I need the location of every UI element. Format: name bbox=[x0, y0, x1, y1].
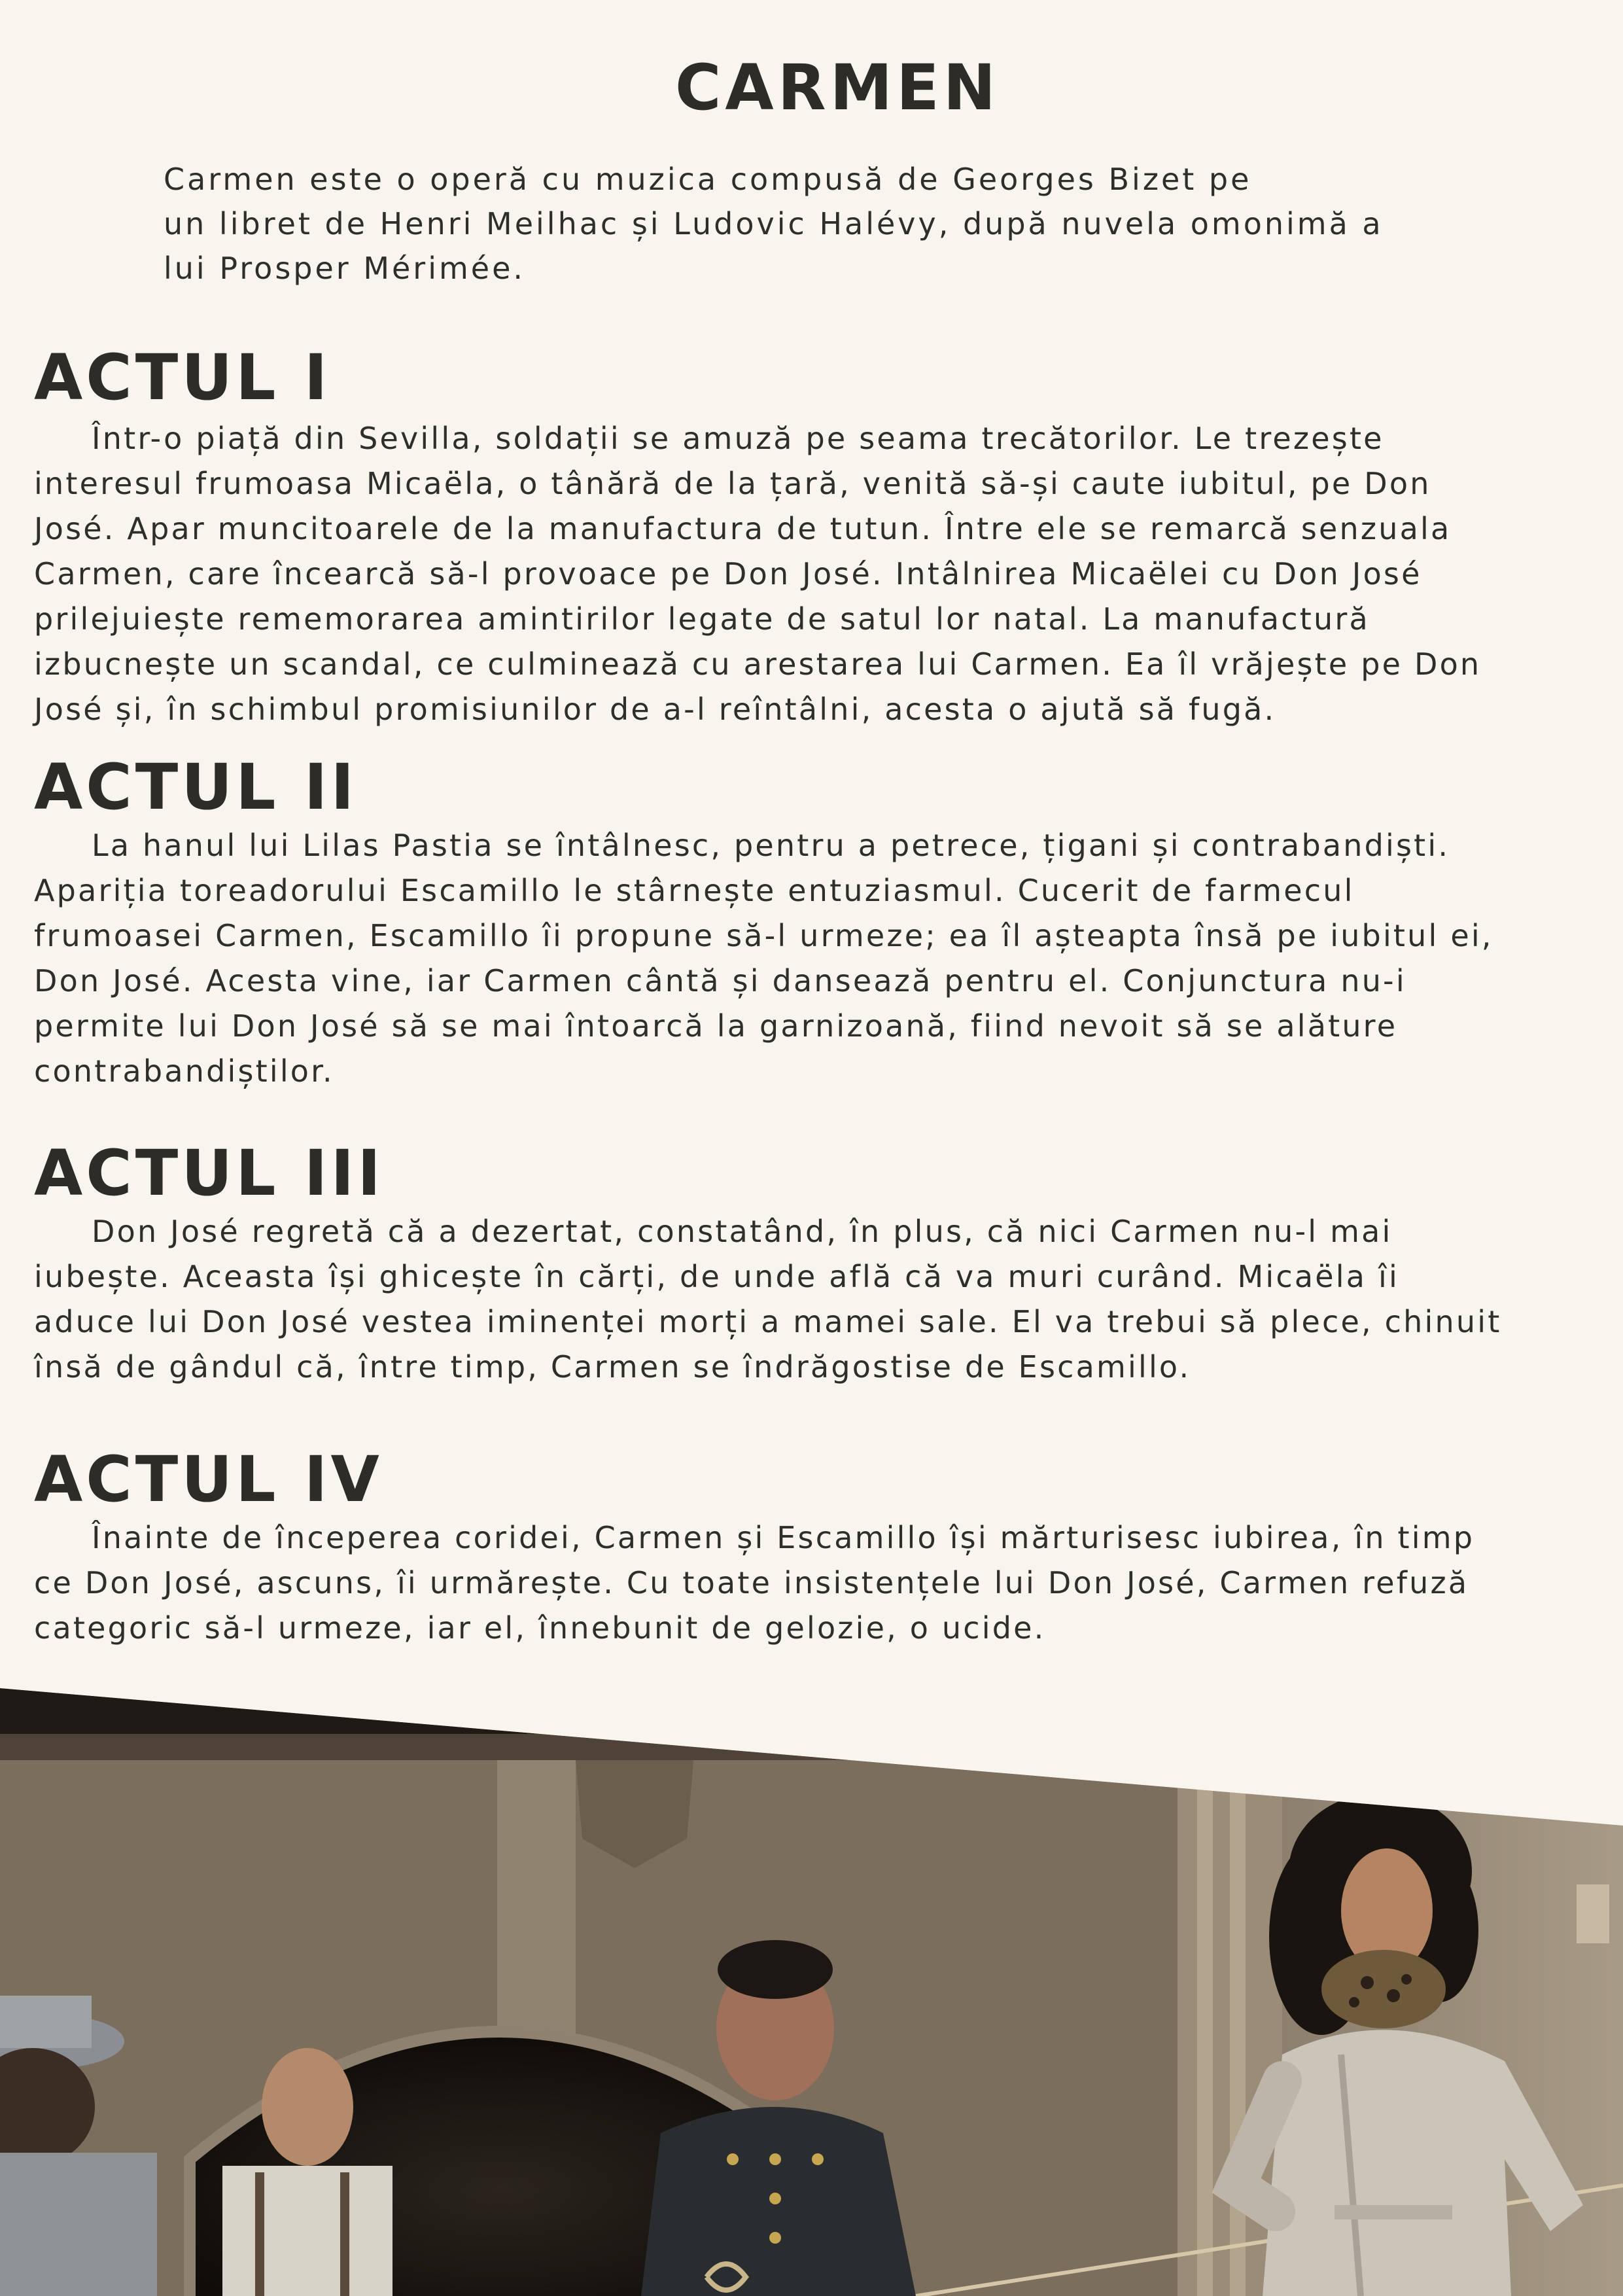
act-1-line: izbucnește un scandal, ce culminează cu arestarea lui Carmen. Ea îl vrăjește pe Don bbox=[34, 646, 1482, 682]
act-1-text bbox=[34, 416, 1604, 732]
stage-photo-graphic bbox=[0, 1688, 1623, 2296]
act-3-line: însă de gândul că, între timp, Carmen se îndrăgostise de Escamillo. bbox=[34, 1349, 1191, 1385]
intro-line: Carmen este o operă cu muzica compusă de Georges Bizet pe bbox=[164, 162, 1252, 197]
act-1-line: José. Apar muncitoarele de la manufactura de tutun. Între ele se remarcă senzuala bbox=[34, 511, 1452, 546]
act-2-line: contrabandiștilor. bbox=[34, 1053, 334, 1089]
act-2-line: frumoasei Carmen, Escamillo îi propune să-l urmeze; ea îl așteapta însă pe iubitul ei, bbox=[34, 918, 1493, 953]
act-2-line: La hanul lui Lilas Pastia se întâlnesc, pentru a petrece, țigani și contrabandiști. bbox=[92, 828, 1450, 863]
act-3-line: Don José regretă că a dezertat, constatând, în plus, că nici Carmen nu-l mai bbox=[92, 1214, 1393, 1249]
act-4-heading: ACTUL IV bbox=[34, 1443, 383, 1516]
act-4-text bbox=[34, 1515, 1604, 1651]
act-1-line: Într-o piață din Sevilla, soldații se amuză pe seama trecătorilor. Le trezește bbox=[92, 421, 1384, 456]
act-4-line: ce Don José, ascuns, îi urmărește. Cu toate insistențele lui Don José, Carmen refuză bbox=[34, 1565, 1469, 1600]
intro-line: un libret de Henri Meilhac și Ludovic Halévy, după nuvela omonimă a bbox=[164, 206, 1384, 241]
act-4-line: categoric să-l urmeze, iar el, înnebunit de gelozie, o ucide. bbox=[34, 1610, 1046, 1646]
act-2-text bbox=[34, 823, 1604, 1094]
act-2-heading: ACTUL II bbox=[34, 751, 358, 824]
intro-paragraph bbox=[164, 157, 1472, 291]
page-title: CARMEN bbox=[674, 51, 1000, 124]
act-3-heading: ACTUL III bbox=[34, 1137, 384, 1210]
act-2-line: permite lui Don José să se mai întoarcă la garnizoană, fiind nevoit să se alăture bbox=[34, 1008, 1398, 1044]
act-4-line: Înainte de începerea coridei, Carmen și Escamillo își mărturisesc iubirea, în timp bbox=[92, 1520, 1475, 1555]
act-1-line: José și, în schimbul promisiunilor de a-l reîntâlni, acesta o ajută să fugă. bbox=[34, 692, 1276, 727]
opera-stage-photo bbox=[0, 1688, 1623, 2296]
act-1-heading: ACTUL I bbox=[34, 341, 331, 414]
act-2-line: Apariția toreadorului Escamillo le stârnește entuziasmul. Cucerit de farmecul bbox=[34, 873, 1355, 908]
act-3-line: aduce lui Don José vestea iminenței morți a mamei sale. El va trebui să plece, chinuit bbox=[34, 1304, 1502, 1339]
intro-line: lui Prosper Mérimée. bbox=[164, 251, 526, 286]
act-3-line: iubește. Aceasta își ghicește în cărți, de unde află că va muri curând. Micaëla îi bbox=[34, 1259, 1399, 1294]
act-3-text bbox=[34, 1209, 1604, 1390]
act-1-line: prilejuiește rememorarea amintirilor legate de satul lor natal. La manufactură bbox=[34, 601, 1370, 637]
act-1-line: interesul frumoasa Micaëla, o tânără de la țară, venită să-și caute iubitul, pe Don bbox=[34, 466, 1431, 501]
act-1-line: Carmen, care încearcă să-l provoace pe Don José. Intâlnirea Micaëlei cu Don José bbox=[34, 556, 1422, 592]
act-2-line: Don José. Acesta vine, iar Carmen cântă și dansează pentru el. Conjunctura nu-i bbox=[34, 963, 1406, 998]
